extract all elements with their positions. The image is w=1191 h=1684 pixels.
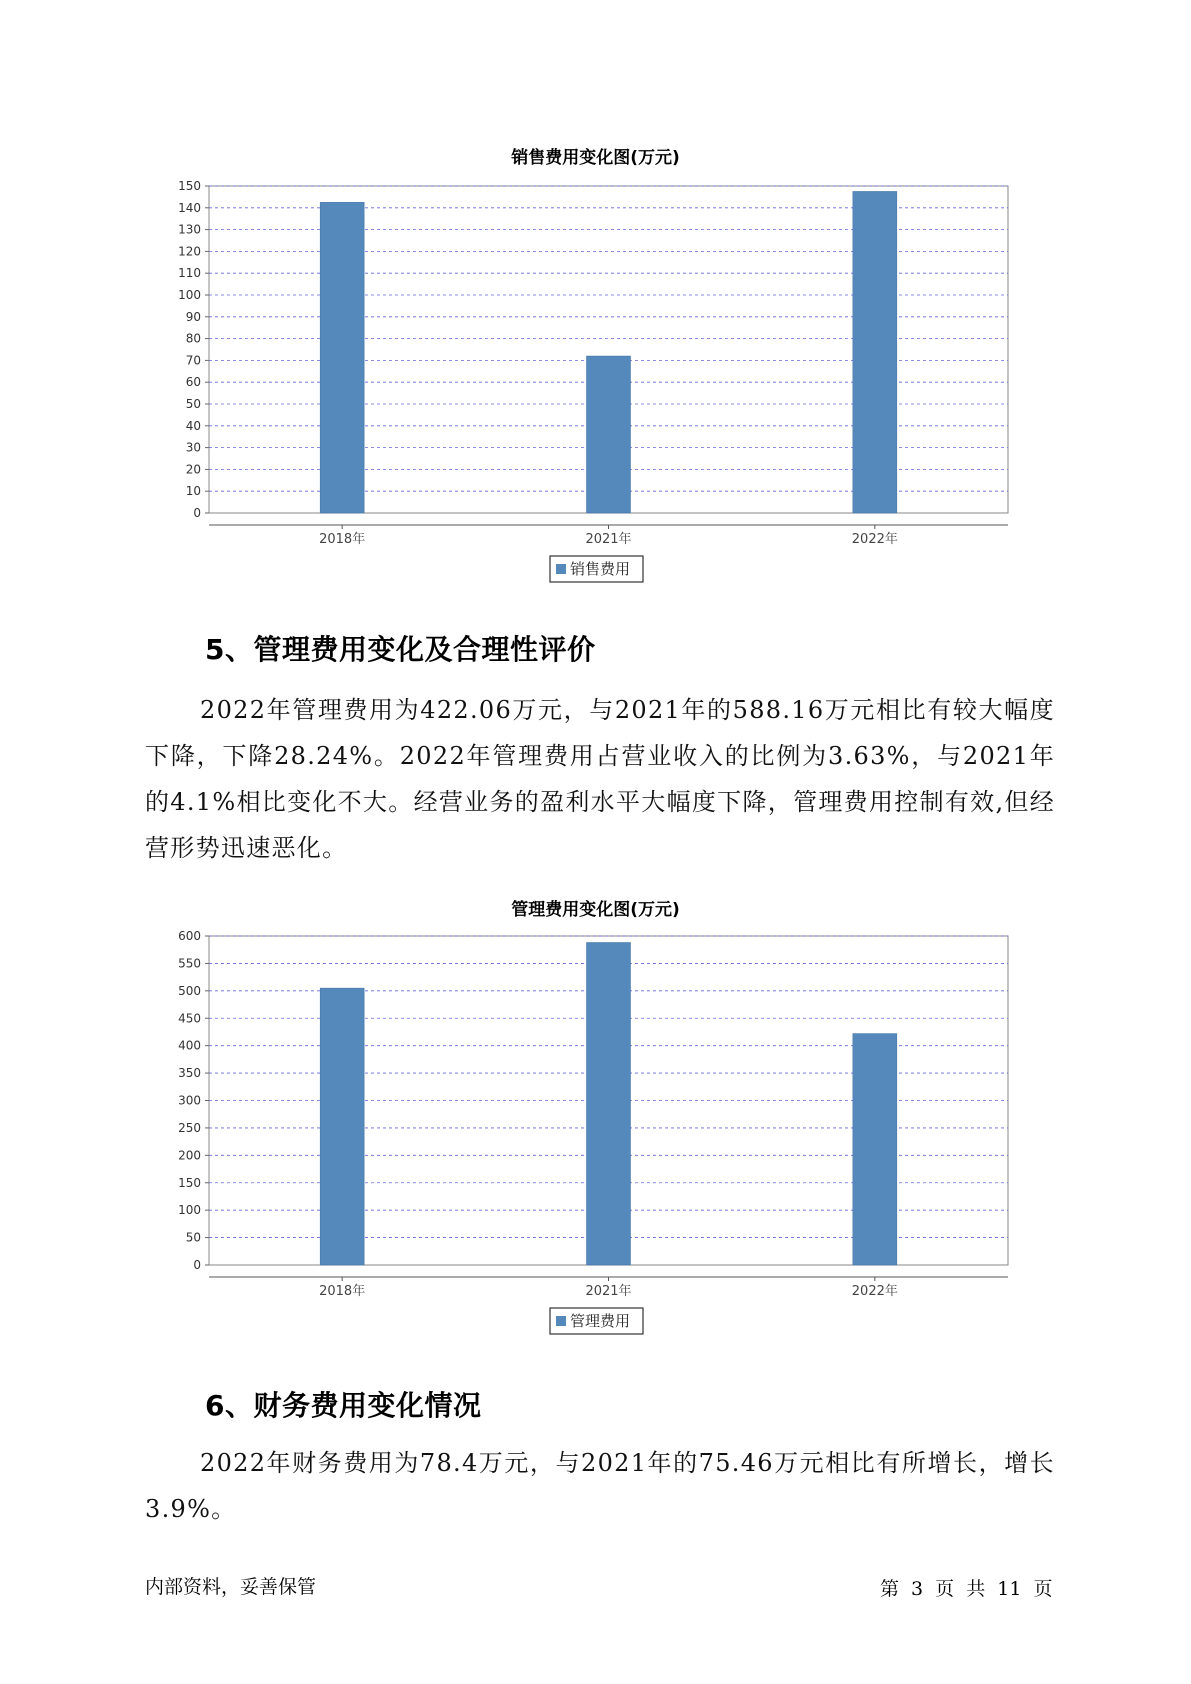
x-tick-label: 2018年 bbox=[319, 1284, 366, 1299]
bar bbox=[853, 1034, 897, 1265]
y-tick-label: 400 bbox=[178, 1038, 201, 1053]
legend-label: 管理费用 bbox=[570, 1312, 631, 1330]
bar bbox=[587, 942, 631, 1265]
y-tick-label: 250 bbox=[178, 1120, 201, 1135]
y-tick-label: 80 bbox=[185, 331, 201, 346]
y-tick-label: 300 bbox=[178, 1093, 201, 1108]
y-tick-label: 600 bbox=[178, 929, 201, 943]
x-tick-label: 2022年 bbox=[851, 532, 898, 547]
y-tick-label: 10 bbox=[185, 484, 201, 499]
y-tick-label: 70 bbox=[185, 353, 201, 368]
y-tick-label: 0 bbox=[193, 1258, 201, 1272]
y-tick-label: 500 bbox=[178, 983, 201, 998]
y-tick-label: 0 bbox=[193, 506, 201, 520]
y-tick-label: 50 bbox=[185, 397, 201, 411]
y-tick-label: 450 bbox=[178, 1011, 201, 1026]
y-tick-label: 90 bbox=[185, 309, 201, 324]
bar bbox=[320, 988, 364, 1265]
y-tick-label: 100 bbox=[178, 288, 201, 302]
y-tick-label: 20 bbox=[185, 462, 201, 477]
x-tick-label: 2022年 bbox=[851, 1284, 898, 1299]
legend-label: 销售费用 bbox=[570, 560, 631, 578]
footer-confidential: 内部资料，妥善保管 bbox=[145, 1576, 317, 1598]
y-tick-label: 130 bbox=[178, 222, 201, 237]
y-tick-label: 100 bbox=[178, 1203, 201, 1218]
x-tick-label: 2021年 bbox=[585, 1284, 632, 1299]
x-tick-label: 2021年 bbox=[585, 532, 632, 547]
section5-text: 2022年管理费用为422.06万元，与2021年的588.16万元相比有较大幅度下降，下降28.24%。2022年管理费用占营业收入的比例为3.63%，与2021年的4.1%相比变化不大。经营业务的盈利水平大幅度下降，管理费用控制有效,但经营形势迅速恶化。 bbox=[145, 696, 1055, 862]
sales-chart-title: 销售费用变化图(万元) bbox=[511, 148, 680, 168]
y-tick-label: 140 bbox=[178, 200, 201, 215]
footer-page-number: 第 3 页 共 11 页 bbox=[880, 1578, 1053, 1600]
legend-swatch bbox=[556, 1316, 566, 1326]
y-tick-label: 350 bbox=[178, 1066, 201, 1081]
section6-paragraph bbox=[145, 1440, 1055, 1532]
y-tick-label: 30 bbox=[185, 440, 201, 455]
admin-chart-title: 管理费用变化图(万元) bbox=[511, 900, 680, 920]
section5-heading: 5、管理费用变化及合理性评价 bbox=[205, 633, 596, 666]
y-tick-label: 150 bbox=[178, 179, 201, 193]
y-tick-label: 550 bbox=[178, 956, 201, 971]
y-tick-label: 120 bbox=[178, 244, 201, 259]
y-tick-label: 200 bbox=[178, 1148, 201, 1163]
section6-heading: 6、财务费用变化情况 bbox=[205, 1389, 482, 1422]
section6-text: 2022年财务费用为78.4万元，与2021年的75.46万元相比有所增长，增长3.9%。 bbox=[145, 1449, 1055, 1523]
y-tick-label: 40 bbox=[185, 418, 201, 433]
y-tick-label: 60 bbox=[185, 375, 201, 390]
y-tick-label: 50 bbox=[185, 1230, 201, 1245]
y-tick-label: 110 bbox=[178, 266, 201, 281]
x-tick-label: 2018年 bbox=[319, 532, 366, 547]
y-tick-label: 150 bbox=[178, 1175, 201, 1190]
